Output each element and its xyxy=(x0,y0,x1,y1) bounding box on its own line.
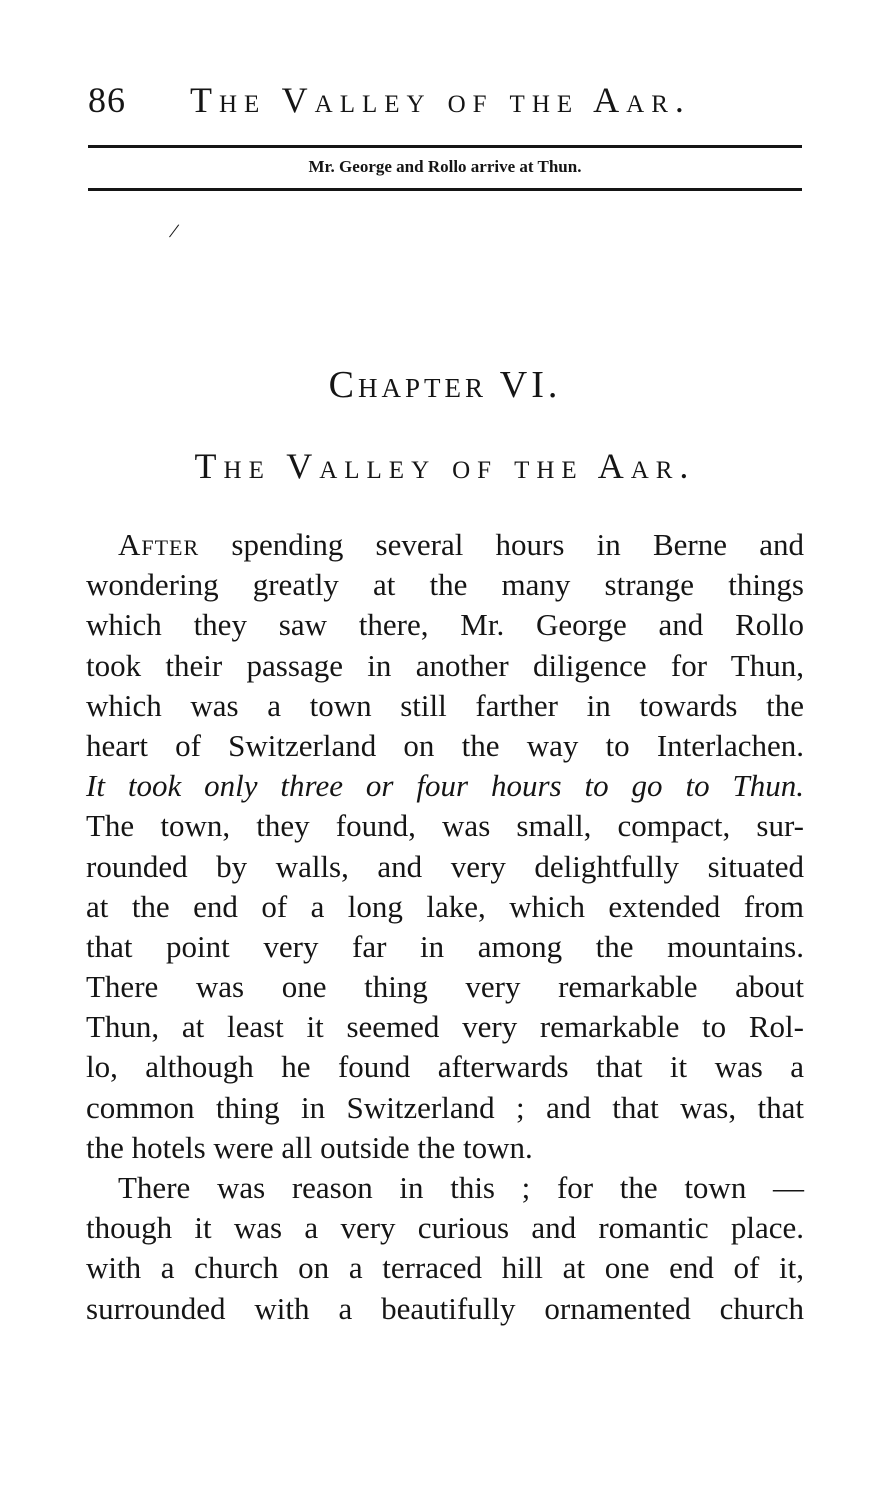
paragraph-line: took their passage in another diligence for Thun, xyxy=(86,647,804,683)
paragraph-line: at the end of a long lake, which extended from xyxy=(86,888,804,924)
header-rule-bottom xyxy=(88,188,802,191)
running-title: The Valley of the Aar. xyxy=(190,80,691,120)
paragraph-line: which they saw there, Mr. George and Rollo xyxy=(86,607,804,643)
page-number: 86 xyxy=(88,80,126,120)
body-text xyxy=(86,525,804,1329)
paragraph-line: The town, they found, was small, compact, sur- xyxy=(86,808,804,844)
paragraph-line: the hotels were all outside the town. xyxy=(86,1129,533,1165)
paragraph-line: It took only three or four hours to go to Thun. xyxy=(86,768,804,804)
paragraph-line: lo, although he found afterwards that it was a xyxy=(86,1049,804,1085)
chapter-number: Chapter VI. xyxy=(328,364,562,406)
drop-first-word: After xyxy=(118,527,200,562)
paragraph-line: that point very far in among the mountains. xyxy=(86,928,804,964)
paragraph-line: Thun, at least it seemed very remarkable to Rol- xyxy=(86,1009,804,1045)
paragraph-line: surrounded with a beautifully ornamented church xyxy=(86,1290,804,1326)
header-rule-top xyxy=(88,145,802,148)
paragraph-line xyxy=(86,525,804,565)
paragraph-line: which was a town still farther in towards the xyxy=(86,687,804,723)
paragraph-line: common thing in Switzerland ; and that was, that xyxy=(86,1089,804,1125)
running-head xyxy=(88,78,808,122)
stray-ink-mark: / xyxy=(167,217,181,244)
paragraph-line: with a church on a terraced hill at one end of it, xyxy=(86,1250,804,1286)
paragraph-line: rounded by walls, and very delightfully situated xyxy=(86,848,804,884)
paragraph-line: There was reason in this ; for the town — xyxy=(118,1170,804,1205)
paragraph-line-text: spending several hours in Berne and xyxy=(199,527,804,562)
paragraph-line: heart of Switzerland on the way to Interlachen. xyxy=(86,727,804,763)
chapter-title: The Valley of the Aar. xyxy=(194,446,696,486)
page-subhead: Mr. George and Rollo arrive at Thun. xyxy=(308,157,582,176)
paragraph-line: though it was a very curious and romantic place. xyxy=(86,1210,804,1246)
paragraph-line: wondering greatly at the many strange things xyxy=(86,567,804,603)
paragraph-line: There was one thing very remarkable about xyxy=(86,969,804,1005)
